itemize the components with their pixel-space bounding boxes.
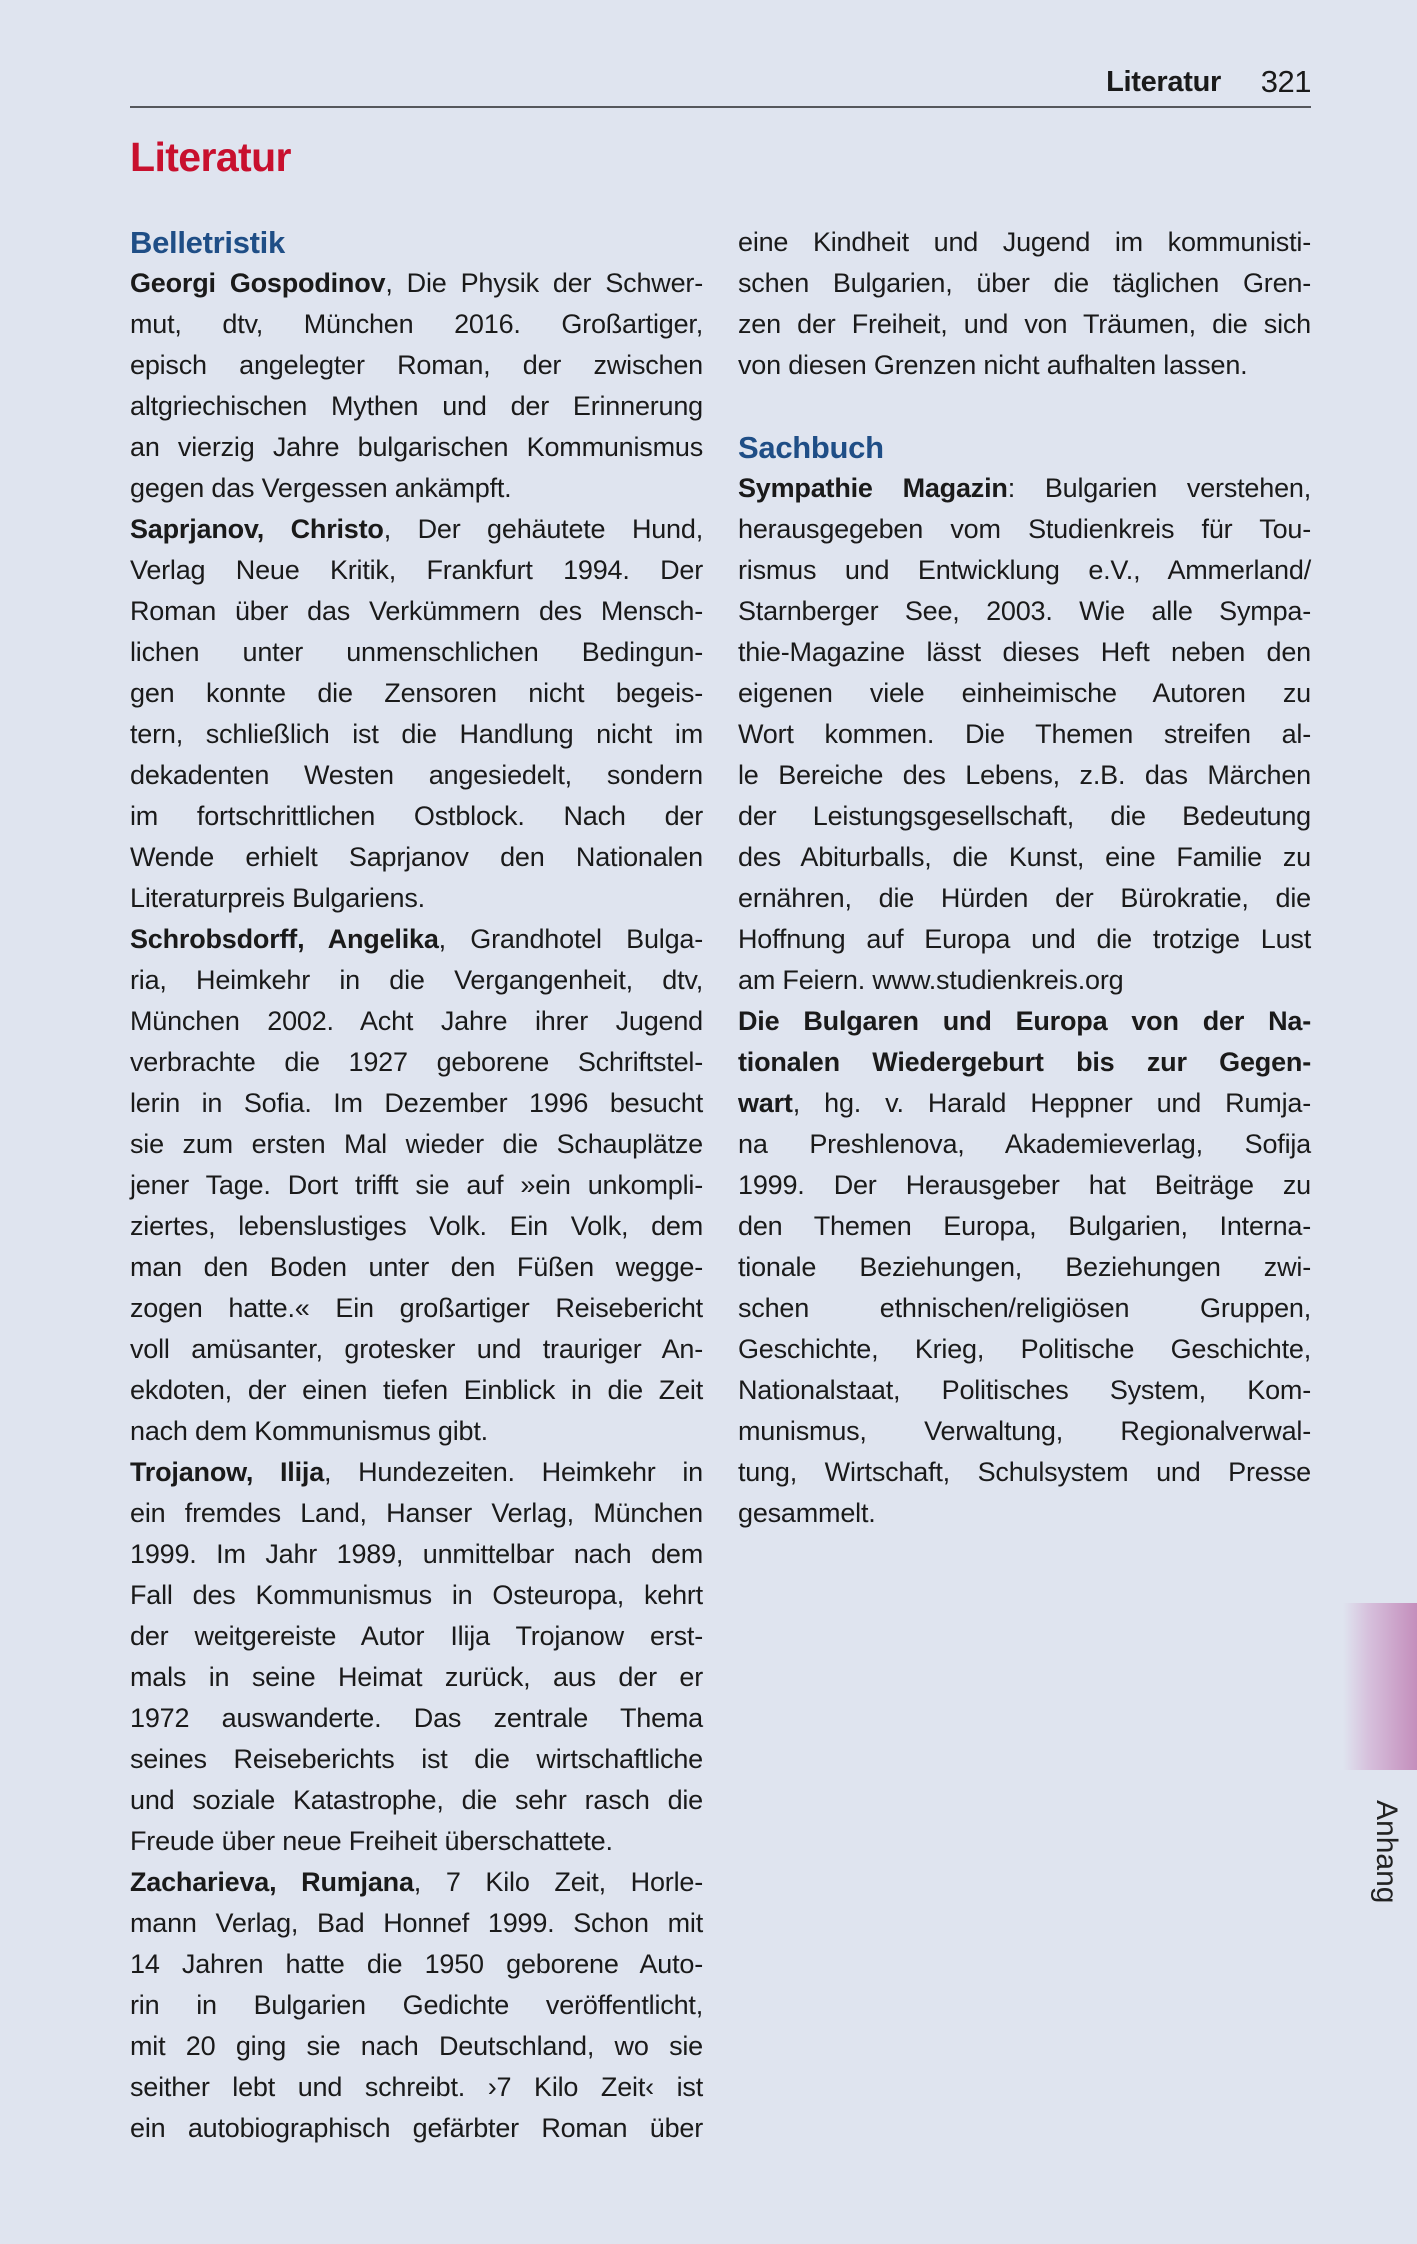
text-line [130, 1329, 703, 1370]
section-heading-sachbuch: Sachbuch [738, 430, 884, 465]
entry-text: rismus und Entwicklung e.V., Ammerland/ [738, 555, 1311, 585]
text-line [130, 1739, 703, 1780]
section-thumb-tab [1343, 1603, 1417, 1770]
text-line [130, 1001, 703, 1042]
entry-text: nach dem Kommunismus gibt. [130, 1416, 488, 1446]
text-line [738, 755, 1311, 796]
entry-text: , hg. v. Harald Heppner und Rumja- [792, 1088, 1311, 1118]
entry-text: seines Reiseberichts ist die wirtschaftliche [130, 1744, 703, 1774]
entry-text: Nationalstaat, Politisches System, Kom- [738, 1375, 1311, 1405]
text-line [738, 591, 1311, 632]
entry-text: Fall des Kommunismus in Osteuropa, kehrt [130, 1580, 703, 1610]
entry-text: na Preshlenova, Akademieverlag, Sofija [738, 1129, 1311, 1159]
entry-text: 1999. Im Jahr 1989, unmittelbar nach dem [130, 1539, 703, 1569]
entry-title: wart [738, 1088, 793, 1118]
text-line [130, 386, 703, 427]
text-line [738, 1206, 1311, 1247]
text-line [738, 468, 1311, 509]
entry-text: Freude über neue Freiheit überschattete. [130, 1826, 613, 1856]
entry-text: tern, schließlich ist die Handlung nicht im [130, 719, 703, 749]
entry-text: Starnberger See, 2003. Wie alle Sympa- [738, 596, 1311, 626]
text-line [738, 1247, 1311, 1288]
text-line [130, 1780, 703, 1821]
text-line [738, 222, 1311, 263]
text-line [130, 837, 703, 878]
entry-text: schen Bulgarien, über die täglichen Gren- [738, 268, 1311, 298]
entry-text: eine Kindheit und Jugend im kommunisti- [738, 227, 1311, 257]
spacer [738, 386, 1311, 427]
text-line [738, 714, 1311, 755]
entry-text: Verlag Neue Kritik, Frankfurt 1994. Der [130, 555, 703, 585]
entry-text: mann Verlag, Bad Honnef 1999. Schon mit [130, 1908, 703, 1938]
entry-text: voll amüsanter, grotesker und trauriger An- [130, 1334, 703, 1364]
text-line [738, 1329, 1311, 1370]
entry-text: den Themen Europa, Bulgarien, Interna- [738, 1211, 1311, 1241]
text-line [130, 673, 703, 714]
text-line [738, 1042, 1311, 1083]
text-line [130, 1821, 703, 1862]
entry-text: , 7 Kilo Zeit, Horle- [413, 1867, 703, 1897]
entry-title: tionalen Wiedergeburt bis zur Gegen- [738, 1047, 1311, 1077]
running-head [130, 62, 1311, 108]
text-line [130, 1452, 703, 1493]
text-line [738, 1411, 1311, 1452]
entry-text: 14 Jahren hatte die 1950 geborene Auto- [130, 1949, 703, 1979]
entry-text: , Grandhotel Bulga- [438, 924, 704, 954]
entry-text: schen ethnischen/religiösen Gruppen, [738, 1293, 1311, 1323]
text-line [130, 591, 703, 632]
entry-text: episch angelegter Roman, der zwischen [130, 350, 703, 380]
text-line [130, 263, 703, 304]
entry-text: an vierzig Jahre bulgarischen Kommunismus [130, 432, 703, 462]
bibliography-entry [130, 263, 703, 509]
bibliography-entry [130, 919, 703, 1452]
entry-text: im fortschrittlichen Ostblock. Nach der [130, 801, 703, 831]
entry-text: seither lebt und schreibt. ›7 Kilo Zeit‹ ist [130, 2072, 703, 2102]
text-line [738, 550, 1311, 591]
text-line [130, 1042, 703, 1083]
entry-text: mit 20 ging sie nach Deutschland, wo sie [130, 2031, 703, 2061]
entry-text: gegen das Vergessen ankämpft. [130, 473, 512, 503]
text-line [130, 1288, 703, 1329]
entry-text: tionale Beziehungen, Beziehungen zwi- [738, 1252, 1311, 1282]
text-line [738, 673, 1311, 714]
text-line [738, 960, 1311, 1001]
text-line [738, 1493, 1311, 1534]
entry-text: 1999. Der Herausgeber hat Beiträge zu [738, 1170, 1311, 1200]
entry-text: munismus, Verwaltung, Regionalverwal- [738, 1416, 1311, 1446]
entry-text: zogen hatte.« Ein großartiger Reisebericht [130, 1293, 703, 1323]
bibliography-entry [130, 1862, 703, 2149]
text-line [130, 1616, 703, 1657]
text-line [130, 1165, 703, 1206]
entry-text: mut, dtv, München 2016. Großartiger, [130, 309, 703, 339]
text-line [130, 919, 703, 960]
entry-text: , Hundezeiten. Heimkehr in [324, 1457, 703, 1487]
text-line [130, 1944, 703, 1985]
entry-text: Roman über das Verkümmern des Mensch- [130, 596, 703, 626]
text-line [738, 1370, 1311, 1411]
text-line [738, 345, 1311, 386]
entry-text: altgriechischen Mythen und der Erinnerung [130, 391, 703, 421]
text-line [738, 1124, 1311, 1165]
text-line [130, 1247, 703, 1288]
text-line [130, 1862, 703, 1903]
text-line [130, 2067, 703, 2108]
text-line [130, 960, 703, 1001]
text-line [738, 1452, 1311, 1493]
entry-text: le Bereiche des Lebens, z.B. das Märchen [738, 760, 1311, 790]
entry-text: Geschichte, Krieg, Politische Geschichte, [738, 1334, 1311, 1364]
entry-text: eigenen viele einheimische Autoren zu [738, 678, 1311, 708]
text-line [738, 1165, 1311, 1206]
text-line [130, 1534, 703, 1575]
entry-text: , Die Physik der Schwer- [385, 268, 703, 298]
text-line [130, 632, 703, 673]
entry-text: 1972 auswanderte. Das zentrale Thema [130, 1703, 703, 1733]
text-line [130, 304, 703, 345]
entry-title: Zacharieva, Rumjana [130, 1867, 414, 1897]
bibliography-entry [738, 468, 1311, 1001]
left-column [130, 222, 703, 2149]
entry-text: und soziale Katastrophe, die sehr rasch die [130, 1785, 703, 1815]
text-line [130, 550, 703, 591]
text-line [130, 1083, 703, 1124]
entry-text: rin in Bulgarien Gedichte veröffentlicht, [130, 1990, 703, 2020]
text-line [130, 468, 703, 509]
text-line [130, 1124, 703, 1165]
text-line [130, 509, 703, 550]
text-line [738, 919, 1311, 960]
entry-title: Die Bulgaren und Europa von der Na- [738, 1006, 1311, 1036]
entry-text: Wende erhielt Saprjanov den Nationalen [130, 842, 703, 872]
text-line [130, 1411, 703, 1452]
bibliography-entry [738, 1001, 1311, 1534]
text-line [130, 1903, 703, 1944]
running-head-title: Literatur [1106, 66, 1221, 98]
text-line [738, 796, 1311, 837]
text-line [130, 1206, 703, 1247]
text-line [130, 1493, 703, 1534]
text-line [130, 1698, 703, 1739]
text-line [130, 1370, 703, 1411]
entry-text: München 2002. Acht Jahre ihrer Jugend [130, 1006, 703, 1036]
text-line [738, 1001, 1311, 1042]
entry-text: tung, Wirtschaft, Schulsystem und Presse [738, 1457, 1311, 1487]
text-line [738, 304, 1311, 345]
entry-text: Hoffnung auf Europa und die trotzige Lust [738, 924, 1311, 954]
text-line [130, 878, 703, 919]
entry-text: ekdoten, der einen tiefen Einblick in die Zeit [130, 1375, 703, 1405]
entry-text: gen konnte die Zensoren nicht begeis- [130, 678, 703, 708]
entry-text: ria, Heimkehr in die Vergangenheit, dtv, [130, 965, 703, 995]
entry-text: Literaturpreis Bulgariens. [130, 883, 425, 913]
entry-text: der weitgereiste Autor Ilija Trojanow erst- [130, 1621, 703, 1651]
entry-title: Sympathie Magazin [738, 473, 1008, 503]
section-heading-belletristik: Belletristik [130, 225, 285, 260]
text-line [130, 2026, 703, 2067]
entry-text: : Bulgarien verstehen, [1007, 473, 1311, 503]
entry-text: am Feiern. www.studienkreis.org [738, 965, 1124, 995]
entry-text: lerin in Sofia. Im Dezember 1996 besucht [130, 1088, 703, 1118]
entry-text: jener Tage. Dort trifft sie auf »ein unkompli- [130, 1170, 703, 1200]
entry-text: ein autobiographisch gefärbter Roman über [130, 2113, 703, 2143]
page-number: 321 [1260, 64, 1311, 99]
text-line [738, 632, 1311, 673]
entry-text: verbrachte die 1927 geborene Schriftstel- [130, 1047, 703, 1077]
entry-text: von diesen Grenzen nicht aufhalten lassen. [738, 350, 1248, 380]
text-line [130, 1575, 703, 1616]
entry-text: lichen unter unmenschlichen Bedingun- [130, 637, 703, 667]
entry-text: des Abiturballs, die Kunst, eine Familie zu [738, 842, 1311, 872]
entry-text: zen der Freiheit, und von Träumen, die sich [738, 309, 1311, 339]
entry-text: sie zum ersten Mal wieder die Schauplätze [130, 1129, 703, 1159]
entry-text: , Der gehäutete Hund, [383, 514, 703, 544]
entry-text: herausgegeben vom Studienkreis für Tou- [738, 514, 1311, 544]
entry-text: dekadenten Westen angesiedelt, sondern [130, 760, 703, 790]
entry-text: ziertes, lebenslustiges Volk. Ein Volk, dem [130, 1211, 703, 1241]
text-line [738, 509, 1311, 550]
entry-title: Saprjanov, Christo [130, 514, 384, 544]
text-line [130, 714, 703, 755]
entry-text: ernähren, die Hürden der Bürokratie, die [738, 883, 1311, 913]
text-line [130, 2108, 703, 2149]
bibliography-entry [130, 509, 703, 919]
entry-text: ein fremdes Land, Hanser Verlag, München [130, 1498, 703, 1528]
text-line [738, 1288, 1311, 1329]
entry-title: Schrobsdorff, Angelika [130, 924, 439, 954]
entry-title: Trojanow, Ilija [130, 1457, 325, 1487]
entry-text: thie-Magazine lässt dieses Heft neben den [738, 637, 1311, 667]
entry-text: Wort kommen. Die Themen streifen al- [738, 719, 1311, 749]
entry-title: Georgi Gospodinov [130, 268, 386, 298]
text-line [130, 796, 703, 837]
text-line [130, 345, 703, 386]
right-column [738, 222, 1311, 1534]
text-line [738, 878, 1311, 919]
text-line [130, 1985, 703, 2026]
entry-text: gesammelt. [738, 1498, 876, 1528]
text-line [130, 1657, 703, 1698]
entry-text: mals in seine Heimat zurück, aus der er [130, 1662, 703, 1692]
entry-text: man den Boden unter den Füßen wegge- [130, 1252, 703, 1282]
bibliography-entry [130, 1452, 703, 1862]
text-line [130, 427, 703, 468]
chapter-title: Literatur [130, 134, 291, 180]
section-label: Anhang [1370, 1800, 1403, 1904]
entry-text: der Leistungsgesellschaft, die Bedeutung [738, 801, 1311, 831]
text-line [130, 755, 703, 796]
text-line [738, 263, 1311, 304]
bibliography-entry [738, 222, 1311, 386]
text-line [738, 837, 1311, 878]
text-line [738, 1083, 1311, 1124]
